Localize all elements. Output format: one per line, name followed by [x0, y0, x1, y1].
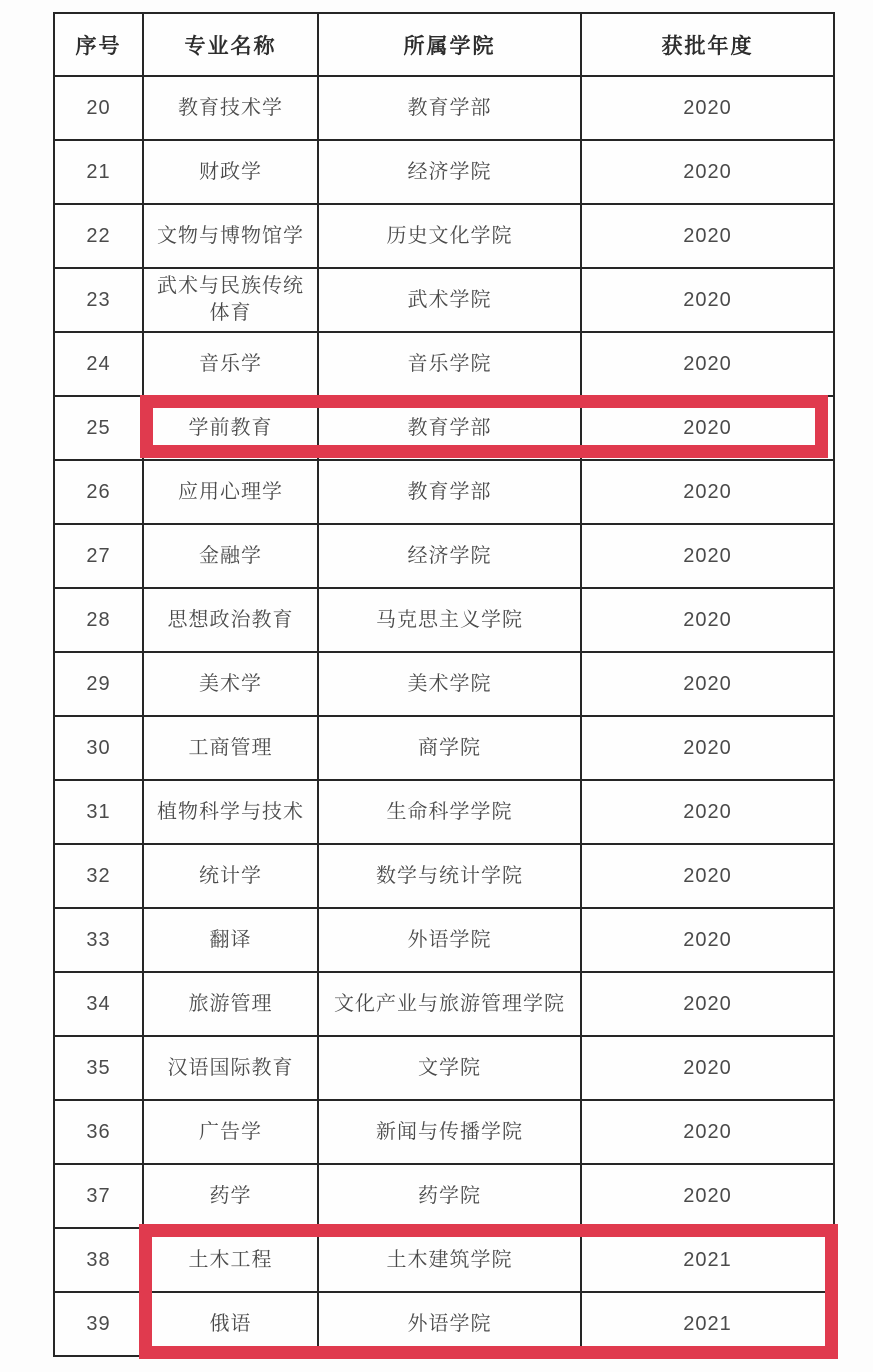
table-row: [54, 1100, 834, 1164]
year-cell: 2020: [581, 1164, 834, 1228]
major-name-cell: 旅游管理: [143, 972, 318, 1036]
major-name-cell: 统计学: [143, 844, 318, 908]
major-name-cell: 教育技术学: [143, 76, 318, 140]
year-cell: 2020: [581, 332, 834, 396]
table-row: [54, 780, 834, 844]
row-number-cell: 35: [54, 1036, 143, 1100]
table-row: [54, 76, 834, 140]
year-cell: 2020: [581, 524, 834, 588]
table-row: [54, 1228, 834, 1292]
year-cell: 2020: [581, 652, 834, 716]
year-cell: 2020: [581, 204, 834, 268]
college-cell: 文化产业与旅游管理学院: [318, 972, 581, 1036]
year-cell: 2020: [581, 268, 834, 332]
year-cell: 2020: [581, 76, 834, 140]
year-cell: 2020: [581, 908, 834, 972]
college-cell: 音乐学院: [318, 332, 581, 396]
major-name-cell: 翻译: [143, 908, 318, 972]
majors-table: [53, 12, 835, 1357]
table-row: [54, 524, 834, 588]
college-cell: 土木建筑学院: [318, 1228, 581, 1292]
college-cell: 教育学部: [318, 76, 581, 140]
header-cell-college: 所属学院: [318, 13, 581, 76]
year-cell: 2020: [581, 1036, 834, 1100]
major-name-cell: 美术学: [143, 652, 318, 716]
table-row: [54, 1036, 834, 1100]
row-number-cell: 38: [54, 1228, 143, 1292]
major-name-cell: 汉语国际教育: [143, 1036, 318, 1100]
header-cell-major: 专业名称: [143, 13, 318, 76]
table-row: [54, 1292, 834, 1356]
row-number-cell: 32: [54, 844, 143, 908]
year-cell: 2020: [581, 1100, 834, 1164]
college-cell: 历史文化学院: [318, 204, 581, 268]
college-cell: 经济学院: [318, 524, 581, 588]
college-cell: 外语学院: [318, 908, 581, 972]
major-name-cell: 音乐学: [143, 332, 318, 396]
major-name-cell: 武术与民族传统体育: [143, 268, 318, 332]
college-cell: 武术学院: [318, 268, 581, 332]
row-number-cell: 39: [54, 1292, 143, 1356]
year-cell: 2020: [581, 780, 834, 844]
major-name-cell: 金融学: [143, 524, 318, 588]
major-name-cell: 工商管理: [143, 716, 318, 780]
major-name-cell: 广告学: [143, 1100, 318, 1164]
college-cell: 生命科学学院: [318, 780, 581, 844]
table-row: [54, 908, 834, 972]
year-cell: 2020: [581, 972, 834, 1036]
row-number-cell: 37: [54, 1164, 143, 1228]
major-name-cell: 药学: [143, 1164, 318, 1228]
header-cell-year: 获批年度: [581, 13, 834, 76]
major-name-cell: 学前教育: [143, 396, 318, 460]
row-number-cell: 23: [54, 268, 143, 332]
table-row: [54, 972, 834, 1036]
year-cell: 2020: [581, 588, 834, 652]
major-name-cell: 俄语: [143, 1292, 318, 1356]
year-cell: 2020: [581, 716, 834, 780]
major-name-cell: 土木工程: [143, 1228, 318, 1292]
college-cell: 教育学部: [318, 460, 581, 524]
row-number-cell: 24: [54, 332, 143, 396]
table-row: [54, 716, 834, 780]
college-cell: 马克思主义学院: [318, 588, 581, 652]
row-number-cell: 21: [54, 140, 143, 204]
row-number-cell: 36: [54, 1100, 143, 1164]
header-row: [54, 13, 834, 76]
table-row: [54, 844, 834, 908]
row-number-cell: 26: [54, 460, 143, 524]
college-cell: 美术学院: [318, 652, 581, 716]
table-row: [54, 460, 834, 524]
row-number-cell: 30: [54, 716, 143, 780]
college-cell: 外语学院: [318, 1292, 581, 1356]
row-number-cell: 34: [54, 972, 143, 1036]
college-cell: 文学院: [318, 1036, 581, 1100]
college-cell: 新闻与传播学院: [318, 1100, 581, 1164]
table-row: [54, 652, 834, 716]
table-row: [54, 140, 834, 204]
year-cell: 2020: [581, 460, 834, 524]
major-name-cell: 财政学: [143, 140, 318, 204]
college-cell: 数学与统计学院: [318, 844, 581, 908]
major-name-cell: 文物与博物馆学: [143, 204, 318, 268]
year-cell: 2020: [581, 140, 834, 204]
year-cell: 2020: [581, 396, 834, 460]
college-cell: 经济学院: [318, 140, 581, 204]
row-number-cell: 22: [54, 204, 143, 268]
table-row: [54, 588, 834, 652]
row-number-cell: 29: [54, 652, 143, 716]
table-row: [54, 1164, 834, 1228]
year-cell: 2020: [581, 844, 834, 908]
college-cell: 药学院: [318, 1164, 581, 1228]
major-name-cell: 应用心理学: [143, 460, 318, 524]
major-name-cell: 植物科学与技术: [143, 780, 318, 844]
college-cell: 教育学部: [318, 396, 581, 460]
table-row: [54, 204, 834, 268]
header-cell-number: 序号: [54, 13, 143, 76]
row-number-cell: 27: [54, 524, 143, 588]
table-row: [54, 268, 834, 332]
row-number-cell: 33: [54, 908, 143, 972]
row-number-cell: 25: [54, 396, 143, 460]
table-row: [54, 332, 834, 396]
year-cell: 2021: [581, 1228, 834, 1292]
college-cell: 商学院: [318, 716, 581, 780]
table-row: [54, 396, 834, 460]
row-number-cell: 20: [54, 76, 143, 140]
major-name-cell: 思想政治教育: [143, 588, 318, 652]
row-number-cell: 28: [54, 588, 143, 652]
row-number-cell: 31: [54, 780, 143, 844]
year-cell: 2021: [581, 1292, 834, 1356]
